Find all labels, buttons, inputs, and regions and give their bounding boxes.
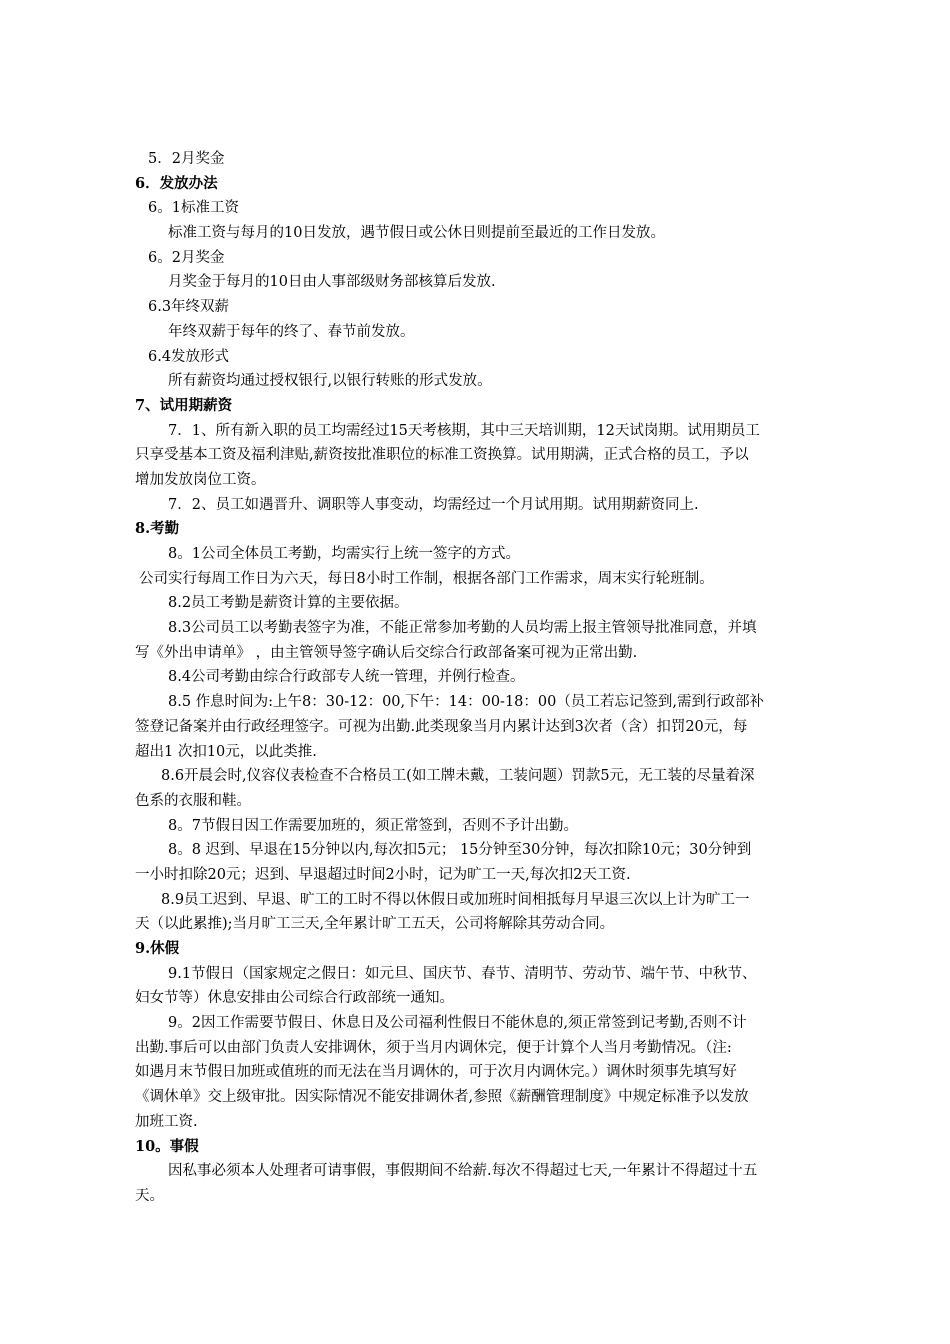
- item-6-1-title: 6。1标准工资: [148, 200, 239, 217]
- section-10-heading: 10。事假: [135, 1137, 199, 1155]
- section-6-heading: 6．发放办法: [135, 174, 218, 192]
- item-6-4-title: 6.4发放形式: [148, 348, 230, 365]
- item-8-8-line-2: 一小时扣除20元；迟到、早退超过时间2小时，记为旷工一天,每次扣2天工资.: [135, 866, 631, 883]
- item-8-2-text: 8.2员工考勤是薪资计算的主要依据。: [168, 595, 409, 612]
- item-9-2-line-5: 加班工资.: [135, 1113, 198, 1130]
- item-8-1-text: 8。1公司全体员工考勤，均需实行上统一签字的方式。: [168, 546, 520, 562]
- item-10-line-2: 天。: [135, 1187, 164, 1204]
- section-8-heading: 8.考勤: [135, 520, 180, 538]
- item-8-7-text: 8。7节假日因工作需要加班的，须正常签到，否则不予计出勤。: [168, 817, 578, 834]
- item-8-3-line-2: 写《外出申请单》 ，由主管领导签字确认后交综合行政部备案可视为正常出勤.: [135, 644, 638, 661]
- item-8-5-line-2: 签登记备案并由行政经理签字。可视为出勤.此类现象当月内累计达到3次者（含）扣罚20元，每: [135, 718, 748, 735]
- item-9-2-line-2: 出勤.事后可以由部门负责人安排调休，须于当月内调休完，便于计算个人当月考勤情况。（注:: [135, 1039, 732, 1056]
- item-8-6-line-1: 8.6开晨会时,仪容仪表检查不合格员工(如工牌未戴，工装问题）罚款5元，无工装的尽量着深: [161, 768, 755, 785]
- item-8-8-line-1: 8。8 迟到、早退在15分钟以内,每次扣5元； 15分钟至30分钟，每次扣除10元；30分钟到: [168, 842, 752, 859]
- item-6-3-text: 年终双薪于每年的终了、春节前发放。: [168, 323, 415, 340]
- item-6-4-text: 所有薪资均通过授权银行,以银行转账的形式发放。: [168, 373, 492, 390]
- item-9-2-line-4: 《调休单》交上级审批。因实际情况不能安排调休者,参照《薪酬管理制度》中规定标准予以发放: [135, 1089, 749, 1106]
- item-8-5-line-1: 8.5 作息时间为:上午8：30-12：00,下午：14：00-18：00（员工若忘记签到,需到行政部补: [168, 694, 764, 711]
- item-7-1-line-1: 7．1、所有新入职的员工均需经过15天考核期，其中三天培训期，12天试岗期。试用期员工: [168, 422, 760, 439]
- item-9-1-line-2: 妇女节等）休息安排由公司综合行政部统一通知。: [135, 990, 454, 1007]
- item-7-1-line-2: 只享受基本工资及福利津贴,薪资按批准职位的标准工资换算。试用期满，正式合格的员工，予以: [135, 447, 749, 464]
- item-8-4-text: 8.4公司考勤由综合行政部专人统一管理，并例行检查。: [168, 669, 525, 686]
- item-9-2-line-1: 9。2因工作需要节假日、休息日及公司福利性假日不能休息的,须正常签到记考勤,否则不计: [168, 1015, 747, 1032]
- item-6-2-title: 6。2月奖金: [148, 249, 225, 266]
- section-9-heading: 9.休假: [135, 940, 180, 957]
- item-7-1-line-3: 增加发放岗位工资。: [135, 471, 266, 488]
- item-8-3-line-1: 8.3公司员工以考勤表签字为准，不能正常参加考勤的人员均需上报主管领导批准同意，并填: [168, 620, 757, 637]
- item-7-2-text: 7．2、员工如遇晋升、调职等人事变动，均需经过一个月试用期。试用期薪资同上.: [168, 496, 699, 513]
- section-7-heading: 7、试用期薪资: [135, 396, 233, 414]
- item-8-1-workweek: 公司实行每周工作日为六天，每日8小时工作制，根据各部门工作需求，周末实行轮班制。: [139, 570, 714, 587]
- item-8-6-line-2: 色系的衣服和鞋。: [135, 792, 251, 809]
- item-10-line-1: 因私事必须本人处理者可请事假，事假期间不给薪.每次不得超过七天,一年累计不得超过十五: [168, 1163, 758, 1180]
- item-6-3-title: 6.3年终双薪: [148, 299, 230, 316]
- item-8-9-line-1: 8.9员工迟到、早退、旷工的工时不得以休假日或加班时间相抵每月早退三次以上计为旷工一: [161, 891, 750, 908]
- item-8-9-line-2: 天（以此累推);当月旷工三天,全年累计旷工五天，公司将解除其劳动合同。: [135, 916, 615, 933]
- item-9-2-line-3: 如遇月末节假日加班或值班的而无法在当月调休的，可于次月内调休完。）调休时须事先填写好: [135, 1064, 737, 1081]
- item-5-2-title: 5．2月奖金: [148, 151, 225, 167]
- item-6-2-text: 月奖金于每月的10日由人事部级财务部核算后发放.: [168, 274, 496, 291]
- document-body: [135, 147, 857, 1209]
- item-9-1-line-1: 9.1节假日（国家规定之假日：如元旦、国庆节、春节、清明节、劳动节、端午节、中秋节、: [168, 965, 757, 982]
- item-8-5-line-3: 超出1 次扣10元，以此类推.: [135, 743, 317, 760]
- item-6-1-text: 标准工资与每月的10日发放，遇节假日或公休日则提前至最近的工作日发放。: [168, 225, 665, 242]
